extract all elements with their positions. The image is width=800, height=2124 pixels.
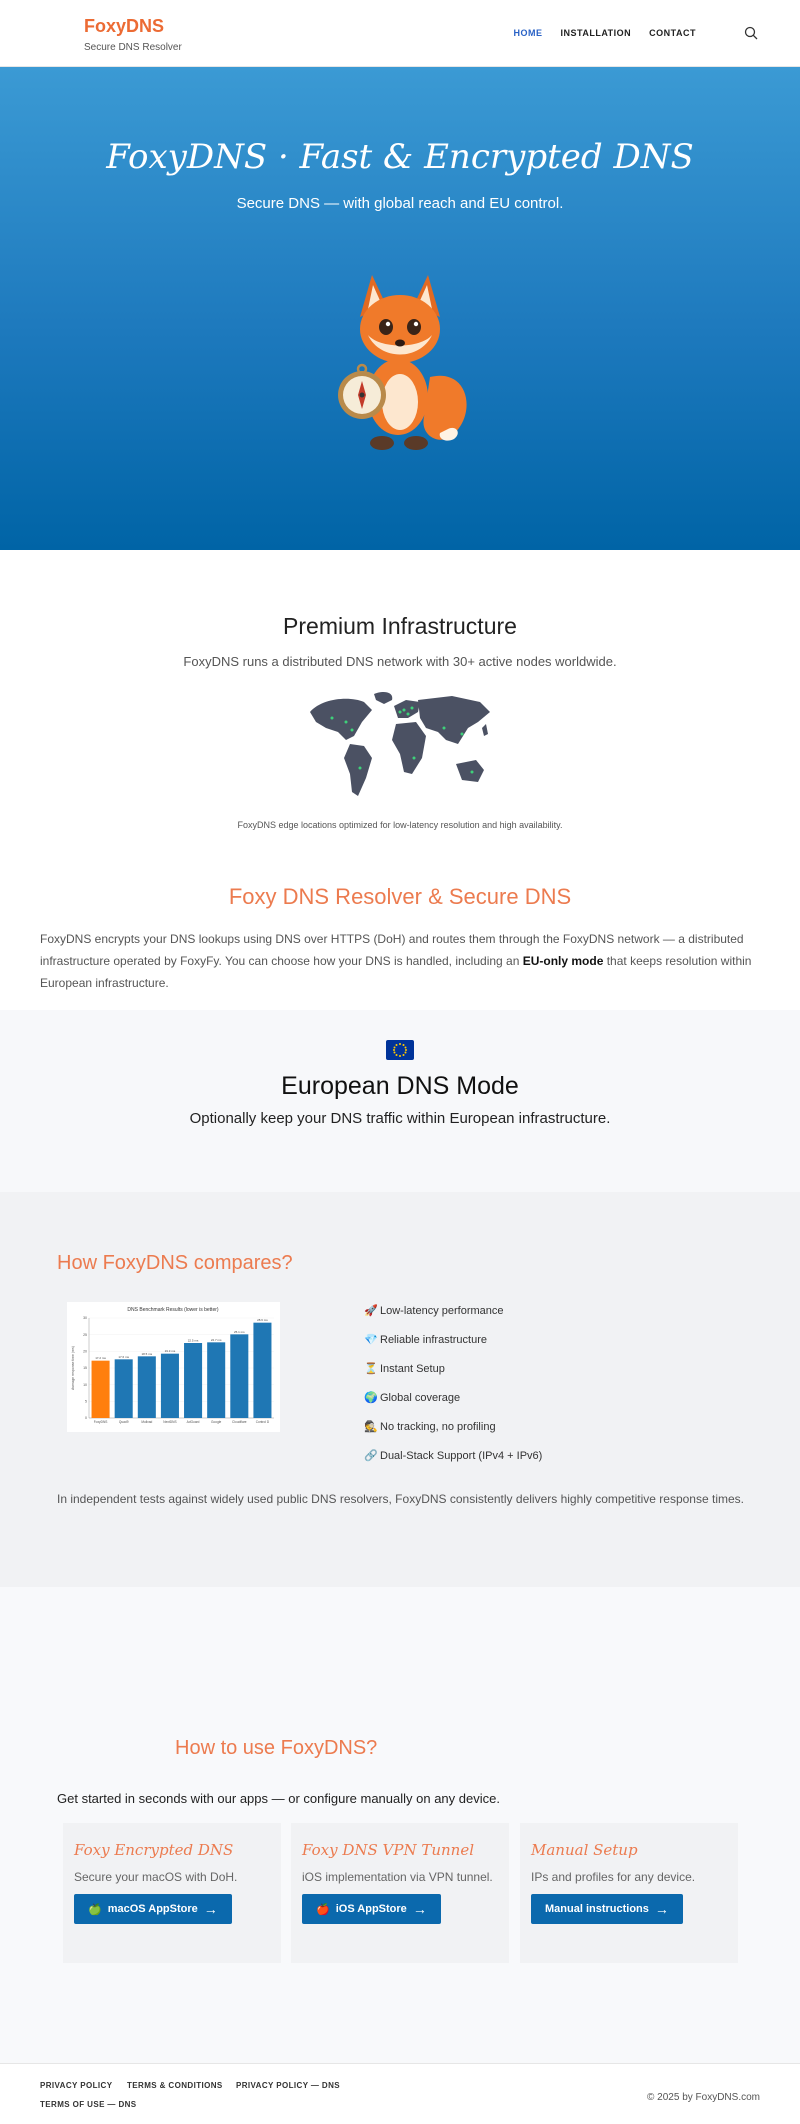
search-icon[interactable] bbox=[744, 26, 758, 40]
feature-label: Instant Setup bbox=[380, 1363, 445, 1375]
map-caption: FoxyDNS edge locations optimized for low-latency resolution and high availability. bbox=[237, 820, 563, 830]
chart-title: DNS Benchmark Results (lower is better) bbox=[127, 1307, 219, 1313]
card-title: Foxy Encrypted DNS bbox=[74, 1841, 234, 1859]
apple-icon: 🍏 bbox=[88, 1903, 102, 1916]
chart-xtick: NextDNS bbox=[163, 1420, 177, 1424]
arrow-right-icon: → bbox=[412, 1901, 427, 1917]
infrastructure-title: Premium Infrastructure bbox=[283, 613, 517, 639]
card-text: IPs and profiles for any device. bbox=[531, 1870, 696, 1884]
footer-link-privacy-dns[interactable]: PRIVACY POLICY — DNS bbox=[236, 2081, 341, 2090]
card-text: Secure your macOS with DoH. bbox=[74, 1870, 238, 1884]
resolver-text-before: FoxyDNS encrypts your DNS lookups using DNS over HTTPS (DoH) and routes them through the FoxyDNS network — a distributed infrastructure operated by FoxyFy. You can choose how your DNS is handled, including an bbox=[40, 932, 744, 968]
card-manual bbox=[520, 1823, 738, 1963]
chart-ytick: 10 bbox=[83, 1382, 87, 1387]
link-icon: 🔗 bbox=[364, 1450, 378, 1462]
brand-logo[interactable]: FoxyDNS bbox=[84, 16, 165, 36]
ios-appstore-button[interactable] bbox=[302, 1894, 441, 1924]
macos-appstore-button[interactable] bbox=[74, 1894, 232, 1924]
infrastructure-subtitle: FoxyDNS runs a distributed DNS network with 30+ active nodes worldwide. bbox=[183, 654, 617, 669]
howto-section bbox=[0, 1587, 800, 2063]
detective-icon: 🕵 bbox=[364, 1421, 378, 1433]
manual-instructions-button[interactable] bbox=[531, 1894, 683, 1924]
rocket-icon: 🚀 bbox=[364, 1305, 378, 1317]
compare-title: How FoxyDNS compares? bbox=[57, 1252, 293, 1274]
site-header bbox=[0, 0, 800, 67]
chart-ytick: 30 bbox=[83, 1316, 87, 1321]
button-label: macOS AppStore bbox=[107, 1903, 198, 1915]
card-title: Foxy DNS VPN Tunnel bbox=[302, 1841, 474, 1859]
world-map-illustration bbox=[302, 688, 498, 806]
button-label: Manual instructions bbox=[545, 1903, 649, 1915]
howto-subtitle: Get started in seconds with our apps — or configure manually on any device. bbox=[57, 1791, 500, 1806]
eu-mode-section bbox=[0, 1010, 800, 1192]
card-text: iOS implementation via VPN tunnel. bbox=[302, 1870, 493, 1884]
site-footer bbox=[0, 2063, 800, 2124]
chart-xtick: Mullvad bbox=[141, 1420, 153, 1424]
globe-icon: 🌍 bbox=[364, 1392, 378, 1404]
feature-item bbox=[364, 1362, 664, 1391]
chart-ylabel: Average response time (ms) bbox=[71, 1346, 75, 1390]
chart-ytick: 20 bbox=[83, 1349, 87, 1354]
card-macos bbox=[63, 1823, 281, 1963]
chart-bar bbox=[184, 1343, 202, 1418]
arrow-right-icon: → bbox=[654, 1901, 669, 1917]
chart-xtick: Quad9 bbox=[118, 1420, 129, 1424]
howto-title: How to use FoxyDNS? bbox=[175, 1737, 378, 1759]
eu-only-mode-emphasis: EU-only mode bbox=[522, 954, 604, 968]
footer-link-terms[interactable]: TERMS & CONDITIONS bbox=[127, 2081, 223, 2090]
compare-section bbox=[0, 1192, 800, 1587]
nav-contact[interactable]: CONTACT bbox=[649, 28, 696, 38]
chart-data-label: 22.5 ms bbox=[187, 1338, 199, 1343]
chart-bar bbox=[161, 1354, 179, 1418]
feature-item bbox=[364, 1391, 664, 1420]
feature-item bbox=[364, 1420, 664, 1449]
chart-xtick: FoxyDNS bbox=[93, 1420, 108, 1424]
chart-bar bbox=[92, 1361, 110, 1418]
feature-label: No tracking, no profiling bbox=[380, 1421, 496, 1433]
fox-mascot-illustration bbox=[320, 257, 480, 457]
hero-section bbox=[0, 67, 800, 550]
resolver-title: Foxy DNS Resolver & Secure DNS bbox=[228, 884, 572, 909]
chart-bar bbox=[207, 1342, 225, 1418]
chart-xtick: Google bbox=[211, 1420, 222, 1424]
card-title: Manual Setup bbox=[531, 1841, 638, 1859]
button-label: iOS AppStore bbox=[335, 1903, 407, 1915]
chart-data-label: 25.1 ms bbox=[233, 1329, 245, 1334]
chart-data-label: 28.6 ms bbox=[257, 1318, 268, 1323]
eu-mode-title: European DNS Mode bbox=[281, 1072, 519, 1100]
chart-xtick: AdGuard bbox=[186, 1420, 200, 1424]
chart-bar bbox=[138, 1356, 156, 1418]
nav-home[interactable]: HOME bbox=[513, 28, 543, 38]
chart-data-label: 18.5 ms bbox=[141, 1351, 153, 1356]
hero-title: FoxyDNS · Fast & Encrypted DNS bbox=[106, 137, 694, 177]
benchmark-chart bbox=[67, 1302, 280, 1432]
eu-flag-icon bbox=[386, 1040, 414, 1060]
gem-icon: 💎 bbox=[364, 1334, 378, 1346]
feature-label: Low-latency performance bbox=[380, 1305, 504, 1317]
chart-data-label: 17.6 ms bbox=[118, 1354, 130, 1359]
feature-item bbox=[364, 1449, 664, 1478]
resolver-text-after: that keeps resolution within European infrastructure. bbox=[40, 954, 752, 990]
card-ios bbox=[291, 1823, 509, 1963]
feature-label: Dual-Stack Support (IPv4 + IPv6) bbox=[380, 1450, 543, 1462]
feature-list bbox=[364, 1304, 664, 1478]
compare-description: In independent tests against widely used public DNS resolvers, FoxyDNS consistently delivers highly competitive response times. bbox=[57, 1492, 744, 1506]
chart-data-label: 19.3 ms bbox=[164, 1349, 176, 1354]
chart-bar bbox=[115, 1359, 133, 1418]
feature-item bbox=[364, 1304, 664, 1333]
footer-link-terms-dns[interactable]: TERMS OF USE — DNS bbox=[40, 2100, 137, 2109]
chart-data-label: 17.2 ms bbox=[95, 1356, 106, 1361]
chart-ytick: 15 bbox=[83, 1366, 87, 1371]
eu-mode-subtitle: Optionally keep your DNS traffic within European infrastructure. bbox=[189, 1110, 611, 1127]
feature-label: Global coverage bbox=[380, 1392, 461, 1404]
chart-xtick: Control D bbox=[255, 1420, 270, 1424]
hourglass-icon: ⏳ bbox=[364, 1363, 378, 1375]
chart-ytick: 5 bbox=[85, 1399, 87, 1404]
chart-ytick: 0 bbox=[85, 1416, 87, 1421]
nav-installation[interactable]: INSTALLATION bbox=[560, 28, 632, 38]
apple-icon: 🍎 bbox=[316, 1903, 330, 1916]
chart-xtick: Cloudflare bbox=[232, 1420, 247, 1424]
copyright: © 2025 by FoxyDNS.com bbox=[647, 2092, 760, 2103]
resolver-description bbox=[40, 928, 760, 994]
feature-item bbox=[364, 1333, 664, 1362]
chart-ytick: 25 bbox=[83, 1332, 87, 1337]
hero-subtitle: Secure DNS — with global reach and EU control. bbox=[236, 195, 564, 212]
main-nav bbox=[514, 28, 697, 38]
chart-bar bbox=[253, 1323, 271, 1418]
feature-label: Reliable infrastructure bbox=[380, 1334, 487, 1346]
brand-tagline: Secure DNS Resolver bbox=[84, 42, 182, 53]
chart-data-label: 22.7 ms bbox=[210, 1337, 222, 1342]
footer-link-privacy[interactable]: PRIVACY POLICY bbox=[40, 2081, 113, 2090]
chart-bar bbox=[230, 1334, 248, 1418]
arrow-right-icon: → bbox=[203, 1901, 218, 1917]
